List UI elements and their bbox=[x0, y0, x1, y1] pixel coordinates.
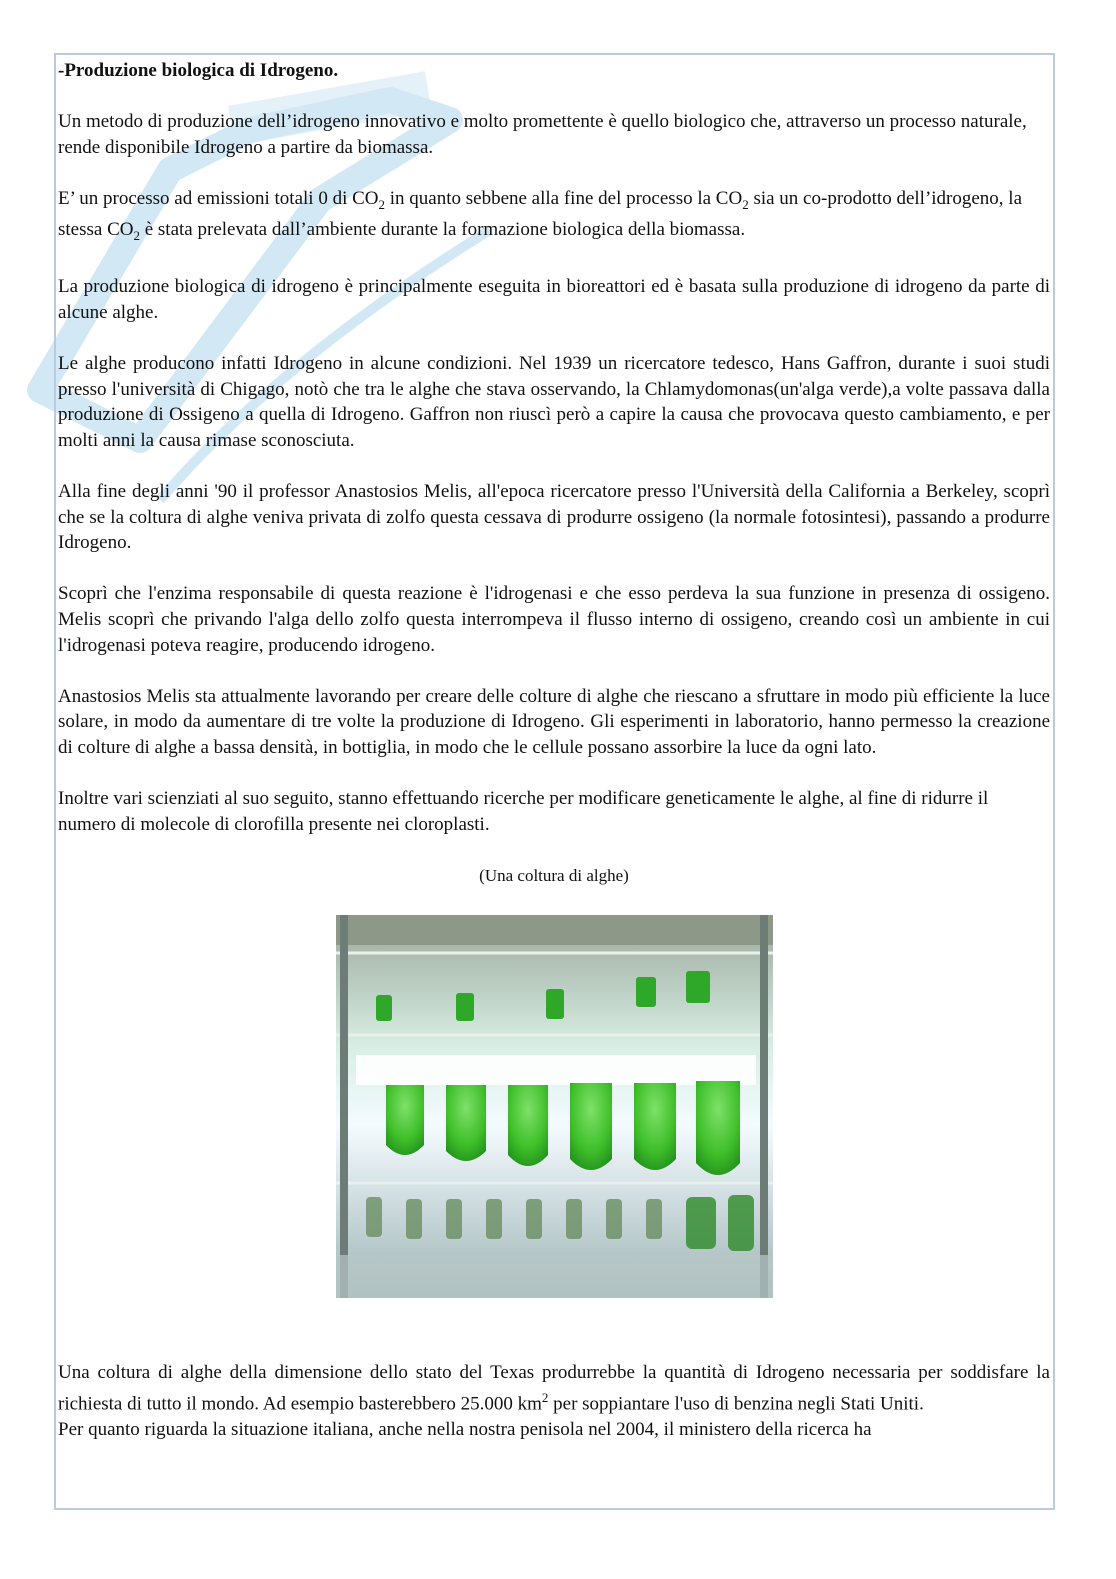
paragraph-melis-research: Anastosios Melis sta attualmente lavorando per creare delle colture di alghe che riescano a sfruttare in modo più efficiente la luce solare, in modo da aumentare di tre volte la produzione di Idrogeno. Gli esperimenti in laboratorio, hanno permesso la creazione di colture di alghe a bassa densità, in bottiglia, in modo che le cellule possano assorbire la luce da ogni lato. bbox=[58, 685, 1050, 759]
km2-superscript: 2 bbox=[541, 1390, 549, 1406]
paragraph-co2 bbox=[58, 186, 1050, 249]
paragraph-gaffron: Le alghe producono infatti Idrogeno in alcune condizioni. Nel 1939 un ricercatore tedesco, Hans Gaffron, durante i suoi studi presso l'università di Chigago, notò che tra le alghe che stava osservando, la Chlamydomonas(un'alga verde),a volte passava dalla produzione di Ossigeno a quella di Idrogeno. Gaffron non riuscì però a capire la causa che provocava questo cambiamento, e per molti anni la causa rimase sconosciuta. bbox=[58, 353, 1050, 451]
figure-container bbox=[58, 915, 1050, 1298]
paragraph-intro: Un metodo di produzione dell’idrogeno innovativo e molto promettente è quello biologico che, attraverso un processo naturale, rende disponibile Idrogeno a partire da biomassa. bbox=[58, 111, 1027, 158]
p2-text-b: in quanto sebbene alla fine del processo la CO bbox=[385, 187, 743, 209]
p9-text-b: per soppiantare l'uso di benzina negli Stati Uniti. bbox=[548, 1393, 924, 1415]
section-title: -Produzione biologica di Idrogeno. bbox=[58, 60, 339, 81]
co2-subscript: 2 bbox=[133, 228, 140, 244]
paragraph-hydrogenase: Scoprì che l'enzima responsabile di questa reazione è l'idrogenasi e che esso perdeva la sua funzione in presenza di ossigeno. Melis scoprì che privando l'alga dello zolfo questa interrompeva il flusso interno di ossigeno, creando così un ambiente in cui l'idrogenasi poteva reagire, producendo idrogeno. bbox=[58, 583, 1050, 656]
paragraph-melis-discovery: Alla fine degli anni '90 il professor Anastosios Melis, all'epoca ricercatore presso l'Università della California a Berkeley, scoprì che se la coltura di alghe veniva privata di zolfo questa cessava di produrre ossigeno (la normale fotosintesi), passando a produrre Idrogeno. bbox=[58, 481, 1050, 554]
algae-culture-photo bbox=[336, 915, 773, 1298]
document-body bbox=[58, 58, 1050, 1443]
p2-text-d: è stata prelevata dall’ambiente durante la formazione biologica della biomassa. bbox=[139, 219, 746, 241]
closing-text bbox=[58, 1360, 1050, 1443]
paragraph-texas bbox=[58, 1360, 1050, 1418]
p9-text-a: Una coltura di alghe della dimensione dello stato del Texas produrrebbe la quantità di Idrogeno necessaria per soddisfare la richiesta di tutto il mondo. Ad esempio basterebbero 25.000 km bbox=[58, 1361, 1050, 1415]
p2-text-a: E’ un processo ad emissioni totali 0 di CO bbox=[58, 187, 379, 209]
p2-text-c: sia un co-prodotto dell’idrogeno, la stessa CO bbox=[58, 187, 1023, 241]
co2-subscript: 2 bbox=[378, 196, 385, 212]
figure-caption: (Una coltura di alghe) bbox=[479, 866, 629, 885]
paragraph-italy: Per quanto riguarda la situazione italiana, anche nella nostra penisola nel 2004, il ministero della ricerca ha bbox=[58, 1419, 872, 1441]
paragraph-genetic: Inoltre vari scienziati al suo seguito, stanno effettuando ricerche per modificare geneticamente le alghe, al fine di ridurre il numero di molecole di clorofilla presente nei cloroplasti. bbox=[58, 788, 989, 835]
paragraph-bioreactors: La produzione biologica di idrogeno è principalmente eseguita in bioreattori ed è basata sulla produzione di idrogeno da parte di alcune alghe. bbox=[58, 276, 1050, 323]
co2-subscript: 2 bbox=[742, 196, 749, 212]
